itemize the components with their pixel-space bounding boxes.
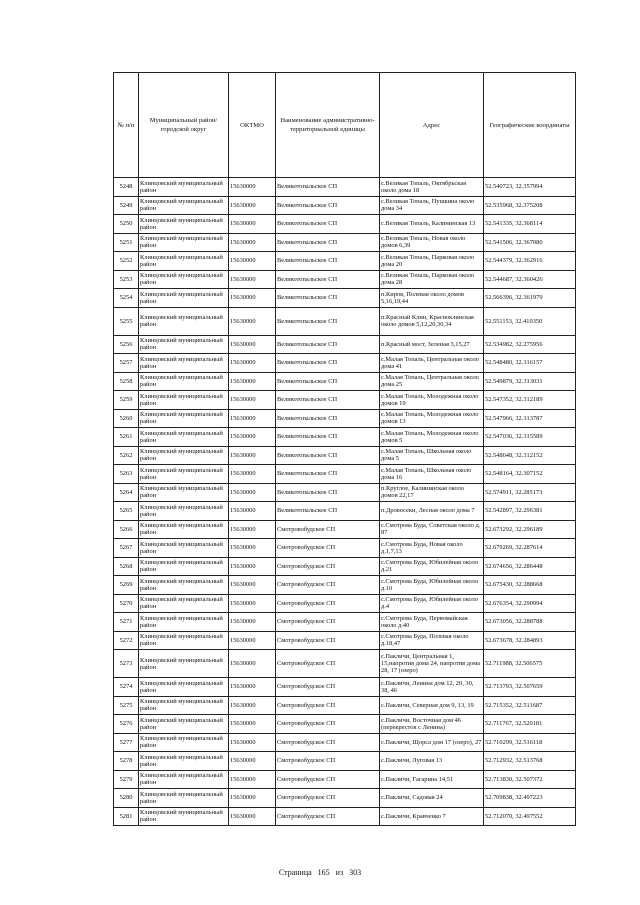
table-row [114, 409, 576, 428]
cell-district: Клинцовский муниципальный район [139, 215, 229, 234]
cell-oktmo: 15630000 [229, 307, 276, 335]
cell-coords: 52.551153, 32.410350 [484, 307, 576, 335]
cell-coords: 52.712070, 32.497552 [484, 807, 576, 826]
table-row [114, 594, 576, 613]
cell-oktmo: 15630000 [229, 807, 276, 826]
cell-district: Клинцовский муниципальный район [139, 557, 229, 576]
cell-district: Клинцовский муниципальный район [139, 715, 229, 734]
cell-num: 5254 [114, 289, 139, 308]
cell-address: с.Малая Топаль, Центральная около дома 41 [380, 354, 484, 373]
cell-unit: Смотровобудское СП [276, 576, 380, 595]
table-row [114, 233, 576, 252]
cell-address: п.Круглое, Калининская около домов 22,17 [380, 483, 484, 502]
cell-address: с.Смотрова Буда, Юбилейная около д.10 [380, 576, 484, 595]
cell-district: Клинцовский муниципальный район [139, 409, 229, 428]
cell-oktmo: 15630000 [229, 335, 276, 354]
cell-unit: Смотровобудское СП [276, 696, 380, 715]
cell-address: с.Пакличи, Ленина дом 12, 20, 30, 38, 46 [380, 678, 484, 697]
table-row [114, 715, 576, 734]
cell-num: 5263 [114, 465, 139, 484]
cell-oktmo: 15630000 [229, 613, 276, 632]
cell-unit: Смотровобудское СП [276, 650, 380, 678]
cell-oktmo: 15630000 [229, 733, 276, 752]
table-row [114, 502, 576, 521]
page-number: 165 [317, 868, 330, 877]
header-num: № п/п [114, 73, 139, 178]
cell-coords: 52.679269, 32.287614 [484, 539, 576, 558]
cell-address: п.Красный мост, Зеленая 3,15,27 [380, 335, 484, 354]
cell-num: 5280 [114, 789, 139, 808]
table-row [114, 252, 576, 271]
cell-oktmo: 15630000 [229, 715, 276, 734]
cell-coords: 52.549879, 32.313031 [484, 372, 576, 391]
header-district: Муниципальный район/городской округ [139, 73, 229, 178]
cell-unit: Великотопальское СП [276, 307, 380, 335]
cell-district: Клинцовский муниципальный район [139, 270, 229, 289]
cell-unit: Великотопальское СП [276, 289, 380, 308]
cell-unit: Смотровобудское СП [276, 733, 380, 752]
header-unit: Наименование административно-территориальной единицы [276, 73, 380, 178]
cell-address: с.Великая Топаль, Новая около домов 6,39 [380, 233, 484, 252]
table-row [114, 789, 576, 808]
table-row [114, 428, 576, 447]
cell-num: 5255 [114, 307, 139, 335]
cell-district: Клинцовский муниципальный район [139, 391, 229, 410]
cell-district: Клинцовский муниципальный район [139, 465, 229, 484]
cell-num: 5258 [114, 372, 139, 391]
cell-address: с.Смотрова Буда, Полевая около д.18,47 [380, 631, 484, 650]
cell-unit: Великотопальское СП [276, 428, 380, 447]
cell-unit: Великотопальское СП [276, 196, 380, 215]
cell-district: Клинцовский муниципальный район [139, 594, 229, 613]
cell-unit: Великотопальское СП [276, 409, 380, 428]
cell-oktmo: 15630000 [229, 178, 276, 197]
cell-coords: 52.548164, 32.307152 [484, 465, 576, 484]
cell-oktmo: 15630000 [229, 233, 276, 252]
cell-coords: 52.713793, 32.507659 [484, 678, 576, 697]
cell-num: 5281 [114, 807, 139, 826]
cell-oktmo: 15630000 [229, 576, 276, 595]
page-footer [0, 868, 640, 877]
cell-num: 5276 [114, 715, 139, 734]
cell-unit: Смотровобудское СП [276, 520, 380, 539]
cell-address: с.Смотрова Буда, Новая около д.1,7,13 [380, 539, 484, 558]
cell-unit: Смотровобудское СП [276, 770, 380, 789]
cell-district: Клинцовский муниципальный район [139, 446, 229, 465]
header-address: Адрес [380, 73, 484, 178]
data-table-container [113, 72, 576, 826]
table-row [114, 307, 576, 335]
cell-num: 5250 [114, 215, 139, 234]
cell-address: с.Пакличи, Гагарина 14,51 [380, 770, 484, 789]
cell-coords: 52.673678, 32.284893 [484, 631, 576, 650]
cell-coords: 52.548480, 32.316157 [484, 354, 576, 373]
cell-num: 5257 [114, 354, 139, 373]
cell-unit: Смотровобудское СП [276, 752, 380, 771]
cell-oktmo: 15630000 [229, 428, 276, 447]
cell-address: п.Дровосеки, Лесная около дома 7 [380, 502, 484, 521]
cell-unit: Великотопальское СП [276, 372, 380, 391]
cell-oktmo: 15630000 [229, 631, 276, 650]
cell-oktmo: 15630000 [229, 483, 276, 502]
cell-coords: 52.542897, 32.296381 [484, 502, 576, 521]
cell-coords: 52.541335, 32.368114 [484, 215, 576, 234]
cell-num: 5264 [114, 483, 139, 502]
of-word: из [335, 868, 344, 877]
table-row [114, 483, 576, 502]
header-coords: Географические координаты [484, 73, 576, 178]
cell-district: Клинцовский муниципальный район [139, 335, 229, 354]
cell-address: с.Смотрова Буда, Юбилейная около д.21 [380, 557, 484, 576]
cell-address: с.Пакличи, Щорса дом 17 (озеро), 27 [380, 733, 484, 752]
cell-district: Клинцовский муниципальный район [139, 752, 229, 771]
cell-oktmo: 15630000 [229, 650, 276, 678]
cell-num: 5272 [114, 631, 139, 650]
table-row [114, 678, 576, 697]
cell-district: Клинцовский муниципальный район [139, 520, 229, 539]
cell-oktmo: 15630000 [229, 789, 276, 808]
cell-unit: Великотопальское СП [276, 446, 380, 465]
cell-coords: 52.544379, 32.362916 [484, 252, 576, 271]
cell-oktmo: 15630000 [229, 409, 276, 428]
cell-district: Клинцовский муниципальный район [139, 770, 229, 789]
cell-coords: 52.674656, 32.286448 [484, 557, 576, 576]
cell-unit: Смотровобудское СП [276, 789, 380, 808]
cell-coords: 52.535968, 32.375208 [484, 196, 576, 215]
table-row [114, 613, 576, 632]
cell-district: Клинцовский муниципальный район [139, 789, 229, 808]
cell-unit: Смотровобудское СП [276, 557, 380, 576]
cell-unit: Великотопальское СП [276, 502, 380, 521]
cell-oktmo: 15630000 [229, 770, 276, 789]
cell-num: 5252 [114, 252, 139, 271]
cell-district: Клинцовский муниципальный район [139, 539, 229, 558]
cell-address: с.Смотрова Буда, Советская около д. 87 [380, 520, 484, 539]
cell-district: Клинцовский муниципальный район [139, 289, 229, 308]
cell-oktmo: 15630000 [229, 196, 276, 215]
table-row [114, 557, 576, 576]
cell-num: 5266 [114, 520, 139, 539]
cell-num: 5260 [114, 409, 139, 428]
table-row [114, 391, 576, 410]
cell-address: с.Малая Топаль, Молодежная около домов 19 [380, 391, 484, 410]
cell-oktmo: 15630000 [229, 391, 276, 410]
cell-unit: Смотровобудское СП [276, 594, 380, 613]
cell-num: 5259 [114, 391, 139, 410]
cell-oktmo: 15630000 [229, 502, 276, 521]
cell-num: 5273 [114, 650, 139, 678]
cell-district: Клинцовский муниципальный район [139, 807, 229, 826]
table-row [114, 446, 576, 465]
cell-coords: 52.547352, 32.312189 [484, 391, 576, 410]
table-row [114, 752, 576, 771]
cell-oktmo: 15630000 [229, 594, 276, 613]
cell-num: 5271 [114, 613, 139, 632]
cell-num: 5261 [114, 428, 139, 447]
cell-unit: Великотопальское СП [276, 178, 380, 197]
cell-coords: 52.711767, 32.520181 [484, 715, 576, 734]
cell-num: 5275 [114, 696, 139, 715]
cell-unit: Великотопальское СП [276, 354, 380, 373]
cell-oktmo: 15630000 [229, 289, 276, 308]
cell-district: Клинцовский муниципальный район [139, 196, 229, 215]
cell-coords: 52.544687, 32.360426 [484, 270, 576, 289]
cell-num: 5253 [114, 270, 139, 289]
header-oktmo: ОКТМО [229, 73, 276, 178]
cell-oktmo: 15630000 [229, 520, 276, 539]
table-row [114, 539, 576, 558]
cell-unit: Смотровобудское СП [276, 613, 380, 632]
cell-unit: Смотровобудское СП [276, 678, 380, 697]
cell-address: с.Великая Топаль, Октябрьская около дома 18 [380, 178, 484, 197]
cell-coords: 52.676354, 32.290994 [484, 594, 576, 613]
cell-district: Клинцовский муниципальный район [139, 233, 229, 252]
cell-num: 5269 [114, 576, 139, 595]
table-body [114, 178, 576, 826]
cell-oktmo: 15630000 [229, 270, 276, 289]
table-row [114, 215, 576, 234]
cell-num: 5256 [114, 335, 139, 354]
cell-coords: 52.547036, 32.315589 [484, 428, 576, 447]
cell-coords: 52.713830, 32.507372 [484, 770, 576, 789]
cell-coords: 52.715352, 32.511687 [484, 696, 576, 715]
cell-coords: 52.675430, 32.288668 [484, 576, 576, 595]
cell-unit: Смотровобудское СП [276, 715, 380, 734]
cell-district: Клинцовский муниципальный район [139, 428, 229, 447]
cell-address: с.Пакличи, Центральная 1, 15,напротив дома 24, напротив дома 28, 17 (озеро) [380, 650, 484, 678]
cell-address: с.Пакличи, Северная дом 9, 13, 19 [380, 696, 484, 715]
cell-address: с.Великая Топаль, Калининская 13 [380, 215, 484, 234]
cell-district: Клинцовский муниципальный район [139, 733, 229, 752]
table-row [114, 733, 576, 752]
cell-unit: Великотопальское СП [276, 391, 380, 410]
page-total: 303 [349, 868, 362, 877]
table-row [114, 465, 576, 484]
cell-num: 5265 [114, 502, 139, 521]
cell-district: Клинцовский муниципальный район [139, 678, 229, 697]
table-row [114, 631, 576, 650]
page-word: Страница [278, 868, 312, 877]
cell-unit: Великотопальское СП [276, 483, 380, 502]
cell-address: с.Смотрова Буда, Первомайская около д.40 [380, 613, 484, 632]
cell-address: с.Малая Топаль, Молодежная около домов 5 [380, 428, 484, 447]
cell-num: 5248 [114, 178, 139, 197]
cell-unit: Смотровобудское СП [276, 807, 380, 826]
cell-oktmo: 15630000 [229, 557, 276, 576]
cell-oktmo: 15630000 [229, 215, 276, 234]
table-row [114, 354, 576, 373]
table-row [114, 807, 576, 826]
cell-address: с.Пакличи, Кравченко 7 [380, 807, 484, 826]
cell-address: п.Киров, Полевая около домов 5,16,19,44 [380, 289, 484, 308]
table-row [114, 270, 576, 289]
cell-address: с.Малая Топаль, Молодежная около домов 13 [380, 409, 484, 428]
cell-district: Клинцовский муниципальный район [139, 696, 229, 715]
cell-coords: 52.673292, 32.296189 [484, 520, 576, 539]
cell-coords: 52.534982, 32.275956 [484, 335, 576, 354]
cell-coords: 52.709838, 32.497223 [484, 789, 576, 808]
cell-coords: 52.566396, 32.361979 [484, 289, 576, 308]
cell-address: с.Пакличи, Луговая 13 [380, 752, 484, 771]
cell-unit: Смотровобудское СП [276, 539, 380, 558]
cell-coords: 52.548648, 32.312152 [484, 446, 576, 465]
cell-address: с.Пакличи, Садовая 24 [380, 789, 484, 808]
cell-district: Клинцовский муниципальный район [139, 372, 229, 391]
cell-unit: Великотопальское СП [276, 252, 380, 271]
cell-coords: 52.547966, 32.313787 [484, 409, 576, 428]
cell-district: Клинцовский муниципальный район [139, 502, 229, 521]
cell-unit: Великотопальское СП [276, 335, 380, 354]
cell-unit: Великотопальское СП [276, 270, 380, 289]
cell-coords: 52.712932, 32.513768 [484, 752, 576, 771]
data-table [113, 72, 576, 826]
cell-district: Клинцовский муниципальный район [139, 650, 229, 678]
table-row [114, 196, 576, 215]
cell-unit: Великотопальское СП [276, 465, 380, 484]
cell-num: 5267 [114, 539, 139, 558]
cell-address: п.Красный Клин, Красноклинская около домов 5,12,20,30,34 [380, 307, 484, 335]
table-row [114, 372, 576, 391]
cell-num: 5277 [114, 733, 139, 752]
cell-oktmo: 15630000 [229, 678, 276, 697]
cell-address: с.Малая Топаль, Школьная около дома 16 [380, 465, 484, 484]
cell-address: с.Великая Топаль, Парковая около дома 20 [380, 252, 484, 271]
cell-num: 5278 [114, 752, 139, 771]
cell-district: Клинцовский муниципальный район [139, 613, 229, 632]
cell-district: Клинцовский муниципальный район [139, 354, 229, 373]
cell-address: с.Пакличи, Восточная дом 46 (перекресток с Ленина) [380, 715, 484, 734]
cell-coords: 52.574911, 32.285173 [484, 483, 576, 502]
cell-coords: 52.711988, 32.506575 [484, 650, 576, 678]
cell-num: 5249 [114, 196, 139, 215]
table-row [114, 520, 576, 539]
cell-num: 5268 [114, 557, 139, 576]
cell-num: 5274 [114, 678, 139, 697]
cell-district: Клинцовский муниципальный район [139, 178, 229, 197]
cell-district: Клинцовский муниципальный район [139, 576, 229, 595]
cell-oktmo: 15630000 [229, 539, 276, 558]
cell-address: с.Смотрова Буда, Юбилейная около д.4 [380, 594, 484, 613]
cell-address: с.Великая Топаль, Пушкина около дома 34 [380, 196, 484, 215]
cell-oktmo: 15630000 [229, 752, 276, 771]
cell-coords: 52.541506, 32.367080 [484, 233, 576, 252]
cell-oktmo: 15630000 [229, 252, 276, 271]
cell-district: Клинцовский муниципальный район [139, 307, 229, 335]
table-row [114, 178, 576, 197]
cell-oktmo: 15630000 [229, 465, 276, 484]
cell-district: Клинцовский муниципальный район [139, 631, 229, 650]
table-row [114, 650, 576, 678]
cell-coords: 52.673056, 32.288788 [484, 613, 576, 632]
cell-address: с.Малая Топаль, Центральная около дома 25 [380, 372, 484, 391]
cell-coords: 52.710299, 32.516118 [484, 733, 576, 752]
cell-oktmo: 15630000 [229, 696, 276, 715]
cell-num: 5279 [114, 770, 139, 789]
cell-coords: 52.540723, 32.357994 [484, 178, 576, 197]
cell-oktmo: 15630000 [229, 446, 276, 465]
cell-unit: Смотровобудское СП [276, 631, 380, 650]
table-row [114, 289, 576, 308]
cell-address: с.Малая Топаль, Школьная около дома 5 [380, 446, 484, 465]
cell-num: 5251 [114, 233, 139, 252]
cell-num: 5262 [114, 446, 139, 465]
table-row [114, 576, 576, 595]
cell-unit: Великотопальское СП [276, 233, 380, 252]
cell-address: с.Великая Топаль, Парковая около дома 28 [380, 270, 484, 289]
table-row [114, 770, 576, 789]
cell-unit: Великотопальское СП [276, 215, 380, 234]
table-header-row [114, 73, 576, 178]
cell-district: Клинцовский муниципальный район [139, 252, 229, 271]
cell-district: Клинцовский муниципальный район [139, 483, 229, 502]
cell-oktmo: 15630000 [229, 372, 276, 391]
cell-oktmo: 15630000 [229, 354, 276, 373]
table-row [114, 696, 576, 715]
cell-num: 5270 [114, 594, 139, 613]
table-row [114, 335, 576, 354]
